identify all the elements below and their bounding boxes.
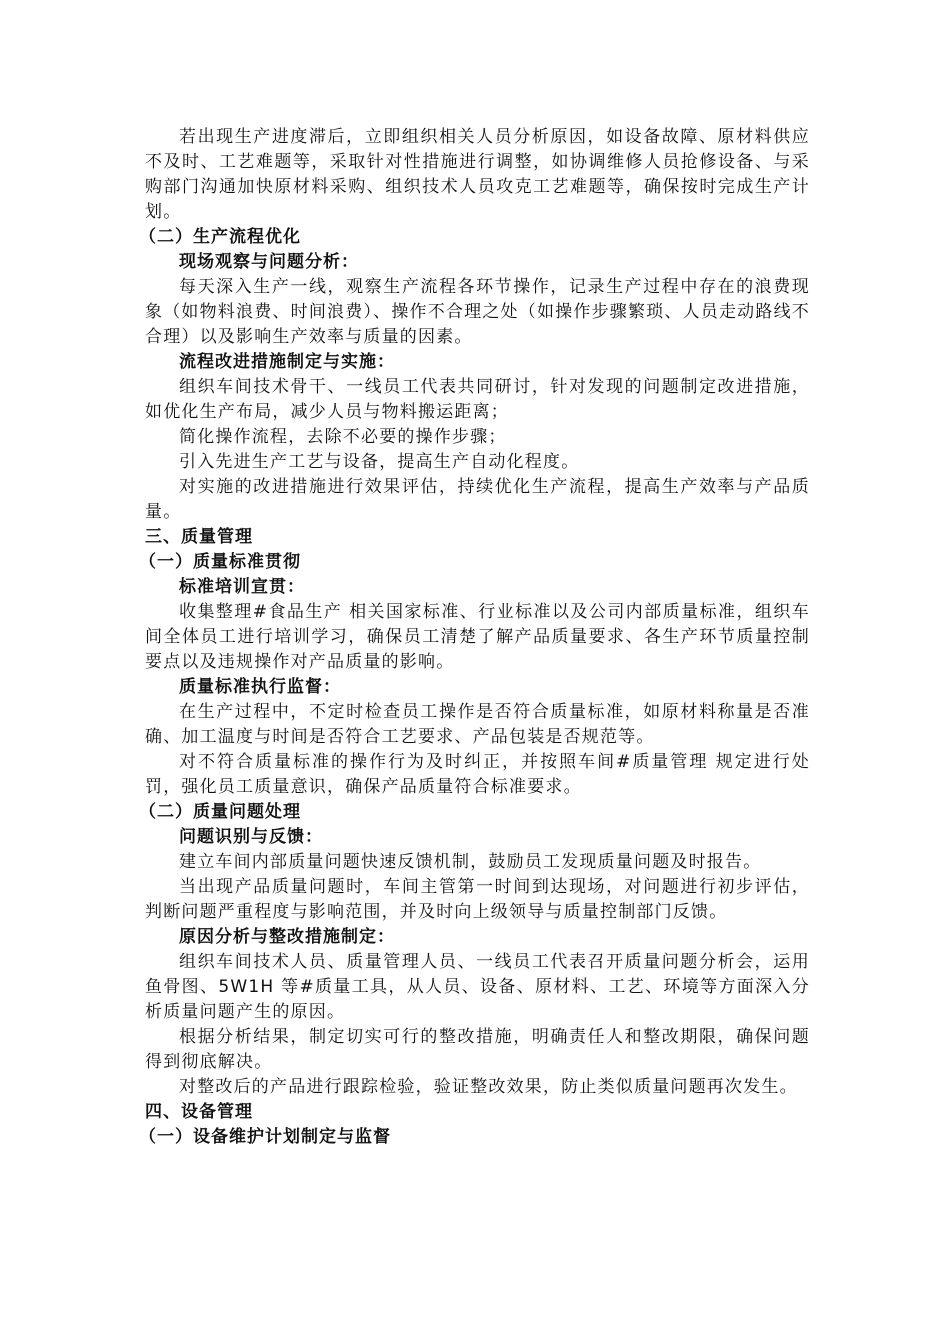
subsection-heading: （二）生产流程优化 — [139, 227, 301, 247]
lead-heading: 质量标准执行监督： — [179, 677, 341, 697]
lead-heading: 标准培训宣贯： — [179, 577, 305, 597]
lead-heading: 现场观察与问题分析： — [179, 252, 359, 272]
lead-heading: 问题识别与反馈： — [179, 827, 323, 847]
subsection-heading: （一）质量标准贯彻 — [139, 552, 301, 572]
paragraph: 若出现生产进度滞后，立即组织相关人员分析原因，如设备故障、原材料供应不及时、工艺难题等，采取针对性措施进行调整，如协调维修人员抢修设备、与采购部门沟通加快原材料采购、组织技术人员攻克工艺难题等，确保按时完成生产计划。 — [145, 127, 810, 222]
paragraph: 收集整理#食品生产 相关国家标准、行业标准以及公司内部质量标准，组织车间全体员工进行培训学习，确保员工清楚了解产品质量要求、各生产环节质量控制要点以及违规操作对产品质量的影响。 — [145, 602, 810, 672]
paragraph: 简化操作流程，去除不必要的操作步骤； — [179, 427, 507, 447]
paragraph: 建立车间内部质量问题快速反馈机制，鼓励员工发现质量问题及时报告。 — [179, 852, 762, 872]
paragraph: 在生产过程中，不定时检查员工操作是否符合质量标准，如原材料称量是否准确、加工温度与时间是否符合工艺要求、产品包装是否规范等。 — [145, 702, 810, 747]
lead-heading: 流程改进措施制定与实施： — [179, 352, 395, 372]
paragraph: 根据分析结果，制定切实可行的整改措施，明确责任人和整改期限，确保问题得到彻底解决。 — [145, 1027, 810, 1072]
lead-heading: 原因分析与整改措施制定： — [179, 927, 395, 947]
paragraph: 对实施的改进措施进行效果评估，持续优化生产流程，提高生产效率与产品质量。 — [145, 477, 810, 522]
paragraph: 当出现产品质量问题时，车间主管第一时间到达现场，对问题进行初步评估，判断问题严重程度与影响范围，并及时向上级领导与质量控制部门反馈。 — [145, 877, 810, 922]
paragraph: 对整改后的产品进行跟踪检验，验证整改效果，防止类似质量问题再次发生。 — [179, 1077, 798, 1097]
section-heading: 四、设备管理 — [145, 1102, 253, 1122]
subsection-heading: （一）设备维护计划制定与监督 — [139, 1127, 391, 1147]
paragraph: 每天深入生产一线，观察生产流程各环节操作，记录生产过程中存在的浪费现象（如物料浪费、时间浪费）、操作不合理之处（如操作步骤繁琐、人员走动路线不合理）以及影响生产效率与质量的因素。 — [145, 277, 810, 347]
section-heading: 三、质量管理 — [145, 527, 253, 547]
paragraph: 引入先进生产工艺与设备，提高生产自动化程度。 — [179, 452, 580, 472]
subsection-heading: （二）质量问题处理 — [139, 802, 301, 822]
paragraph: 对不符合质量标准的操作行为及时纠正，并按照车间#质量管理 规定进行处罚，强化员工质量意识，确保产品质量符合标准要求。 — [145, 752, 810, 797]
paragraph: 组织车间技术骨干、一线员工代表共同研讨，针对发现的问题制定改进措施，如优化生产布局，减少人员与物料搬运距离； — [145, 377, 810, 422]
paragraph: 组织车间技术人员、质量管理人员、一线员工代表召开质量问题分析会，运用鱼骨图、5W1H 等#质量工具，从人员、设备、原材料、工艺、环境等方面深入分析质量问题产生的原因。 — [145, 952, 810, 1022]
document-body — [139, 125, 810, 1150]
